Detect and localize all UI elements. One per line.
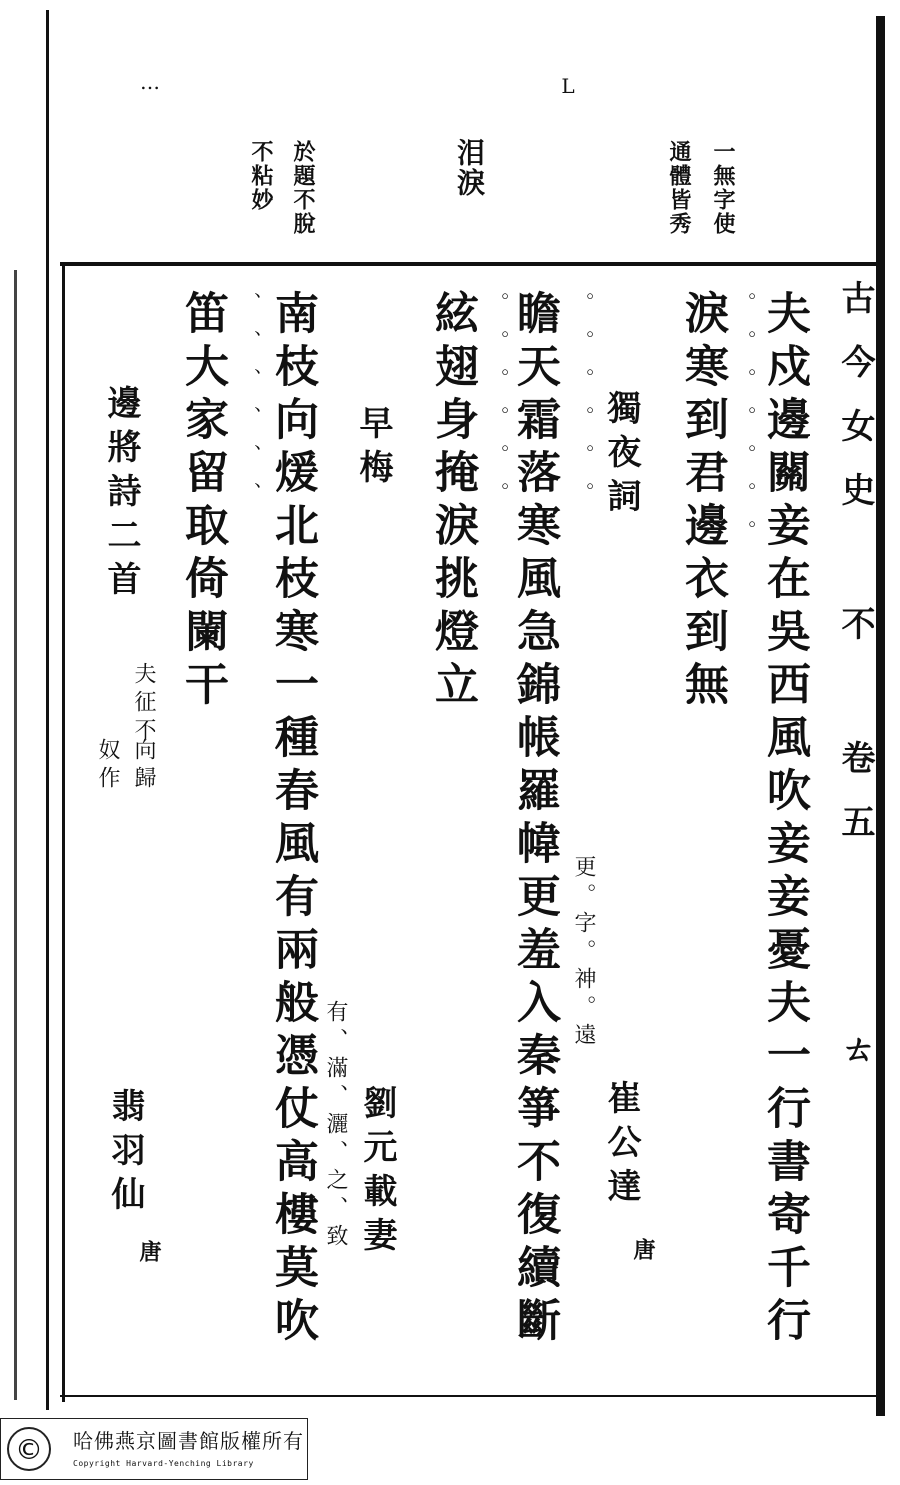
- poem-col-2: 淚寒到君邊衣到無: [677, 290, 728, 714]
- copyright-stamp: [0, 1418, 308, 1480]
- top-comment-1: 一無字使: [710, 140, 736, 236]
- dynasty-tang-1: 唐: [630, 1238, 656, 1266]
- poem-col-4: 瞻天霜落寒風急錦帳羅幃更羞入秦箏不復續斷: [509, 290, 560, 1350]
- poem-col-1: 夫戍邊關妾在吳西風吹妾妾憂夫一行書寄千行: [759, 290, 810, 1350]
- right-edge-title: 古今女史 不 卷五: [835, 280, 875, 868]
- inner-left-line: [62, 262, 65, 1402]
- footer-rule: [60, 1395, 880, 1397]
- top-mark: L: [556, 74, 580, 102]
- poem-title-du-ye-ci: 獨夜詞: [601, 390, 641, 522]
- right-edge-mark: ㄊ: [835, 1030, 875, 1074]
- right-margin-line: [876, 16, 885, 1416]
- left-margin-line: [46, 10, 49, 1410]
- author-fei-yu-xian: 翡羽仙: [105, 1088, 145, 1220]
- author-liu-yuan-zai-qi: 劉元載妻: [357, 1085, 397, 1261]
- poem-col-8: 笛大家留取倚闌干: [177, 290, 228, 714]
- title-note-3: 奴作: [95, 738, 120, 794]
- circle-marks-4: 。。。。。。: [571, 292, 595, 530]
- top-comment-3: 泪淚: [453, 138, 486, 198]
- author-cui-gong-da: 崔公達: [601, 1080, 641, 1212]
- circle-marks-1: 。。。。。。。: [733, 292, 757, 568]
- copyright-text-chinese: 哈佛燕京圖書館版權所有: [73, 1429, 304, 1453]
- top-comment-5: 不粘妙: [248, 140, 274, 212]
- copyright-icon: ©: [7, 1427, 51, 1471]
- poem-col-5: 絃翅身掩淚挑燈立: [427, 290, 478, 714]
- title-note-2: 向歸: [131, 738, 156, 794]
- top-comment-4: 於題不脫: [290, 140, 316, 236]
- top-left-scribble: …: [138, 70, 162, 98]
- title-note-1: 夫征不: [131, 662, 156, 746]
- dynasty-tang-2: 唐: [136, 1240, 162, 1268]
- interlinear-comment-4: 更。字。神。遠: [571, 855, 596, 1051]
- circle-marks-5: 。。。。。。: [486, 292, 510, 530]
- poem-title-bian-jiang-shi: 邊將詩二首: [101, 385, 141, 605]
- bleed-edge-left: [14, 270, 17, 1400]
- dot-marks-7: 、、、、、、: [238, 292, 262, 530]
- header-rule: [60, 262, 880, 266]
- copyright-text-english: Copyright Harvard-Yenching Library: [73, 1459, 254, 1468]
- interlinear-comment-7: 有、滿、灑、之、致: [323, 1000, 348, 1252]
- top-comment-2: 通體皆秀: [666, 140, 692, 236]
- poem-col-7: 南枝向煖北枝寒一種春風有兩般憑仗高樓莫吹: [267, 290, 318, 1350]
- poem-title-zao-mei: 早梅: [353, 405, 393, 493]
